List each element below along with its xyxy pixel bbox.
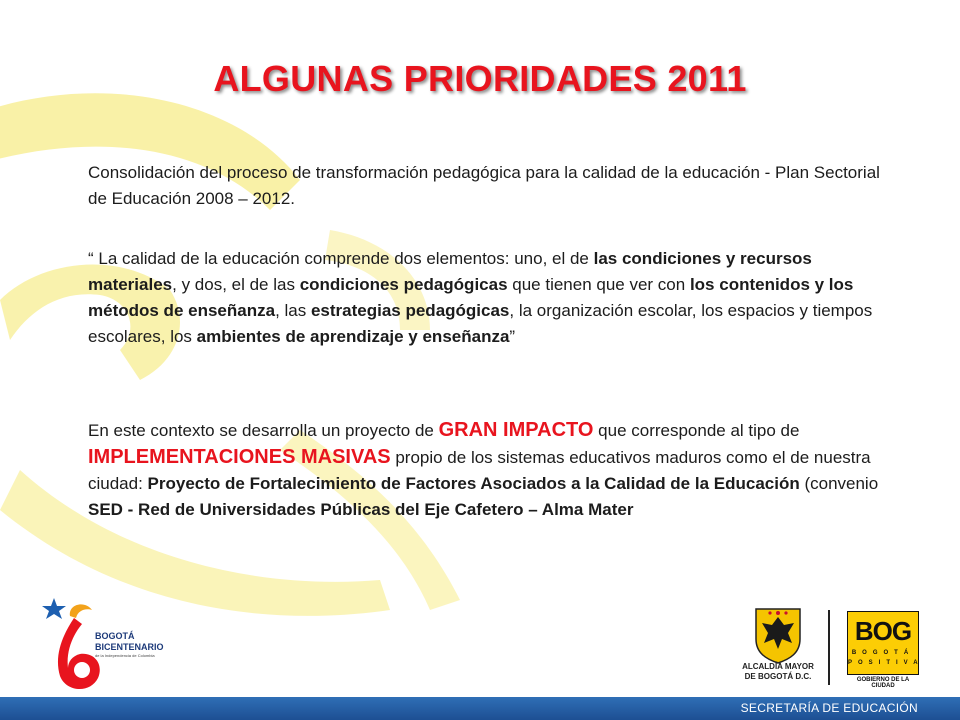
footer-bar: [0, 697, 960, 720]
logo-divider: [828, 610, 830, 685]
bold-run: SED - Red de Universidades Públicas del Eje Cafetero – Alma Mater: [88, 500, 634, 519]
bog-logo-main: BOG: [854, 616, 912, 646]
text-run: que corresponde al tipo de: [593, 421, 800, 440]
text-run: En este contexto se desarrolla un proyecto de: [88, 421, 439, 440]
bicentenario-line1: BOGOTÁ: [95, 631, 135, 641]
bold-run: las condiciones y recursos materiales: [88, 249, 812, 294]
gobierno-de-la-ciudad: GOBIERNO DE LA CIUDAD: [856, 677, 910, 689]
text-run: propio de los sistemas educativos maduros como el de nuestra ciudad:: [88, 448, 871, 493]
star-icon: [42, 598, 66, 619]
text-run: , y dos, el de las: [172, 275, 300, 294]
bold-run: los contenidos y los métodos de enseñanza: [88, 275, 854, 320]
bold-run: Proyecto de Fortalecimiento de Factores Asociados a la Calidad de la Educación: [147, 474, 800, 493]
highlight-implementaciones: IMPLEMENTACIONES MASIVAS: [88, 446, 391, 468]
bicentenario-line2: BICENTENARIO: [95, 642, 164, 652]
bog-logo-sub1: BOGOTÁ: [851, 650, 915, 656]
bog-logo-icon: [847, 611, 924, 675]
bold-run: condiciones pedagógicas: [299, 275, 508, 294]
text-run: “ La calidad de la educación comprende dos elementos: uno, el de: [88, 249, 594, 268]
bicentenario-line3: de la Independencia de Colombia: [95, 653, 155, 658]
footer-label: SECRETARÍA DE EDUCACIÓN: [740, 701, 918, 715]
bog-logo-sub2: POSITIVA: [848, 660, 924, 666]
paragraph-consolidacion: [88, 160, 888, 212]
text-run: (convenio: [799, 474, 879, 493]
slide-title: ALGUNAS PRIORIDADES 2011: [213, 58, 747, 99]
text-run: que tienen que ver con: [507, 275, 690, 294]
alcaldia-line2: DE BOGOTÁ D.C.: [744, 672, 812, 681]
paragraph-text: Consolidación del proceso de transformación pedagógica para la calidad de la educación - Plan Sectorial de Educación 2008 – 2012.: [88, 163, 880, 208]
text-run: , la organización escolar, los espacios y tiempos escolares, los: [88, 301, 873, 346]
highlight-gran-impacto: GRAN IMPACTO: [438, 419, 594, 441]
bold-run: estrategias pedagógicas: [310, 301, 510, 320]
paragraph-calidad-quote: [88, 246, 888, 350]
paragraph-contexto: [88, 417, 888, 523]
text-run: , las: [275, 301, 311, 320]
alcaldia-line1: ALCALDÍA MAYOR: [742, 662, 814, 671]
text-run: ”: [509, 327, 516, 346]
bold-run: ambientes de aprendizaje y enseñanza: [196, 327, 510, 346]
